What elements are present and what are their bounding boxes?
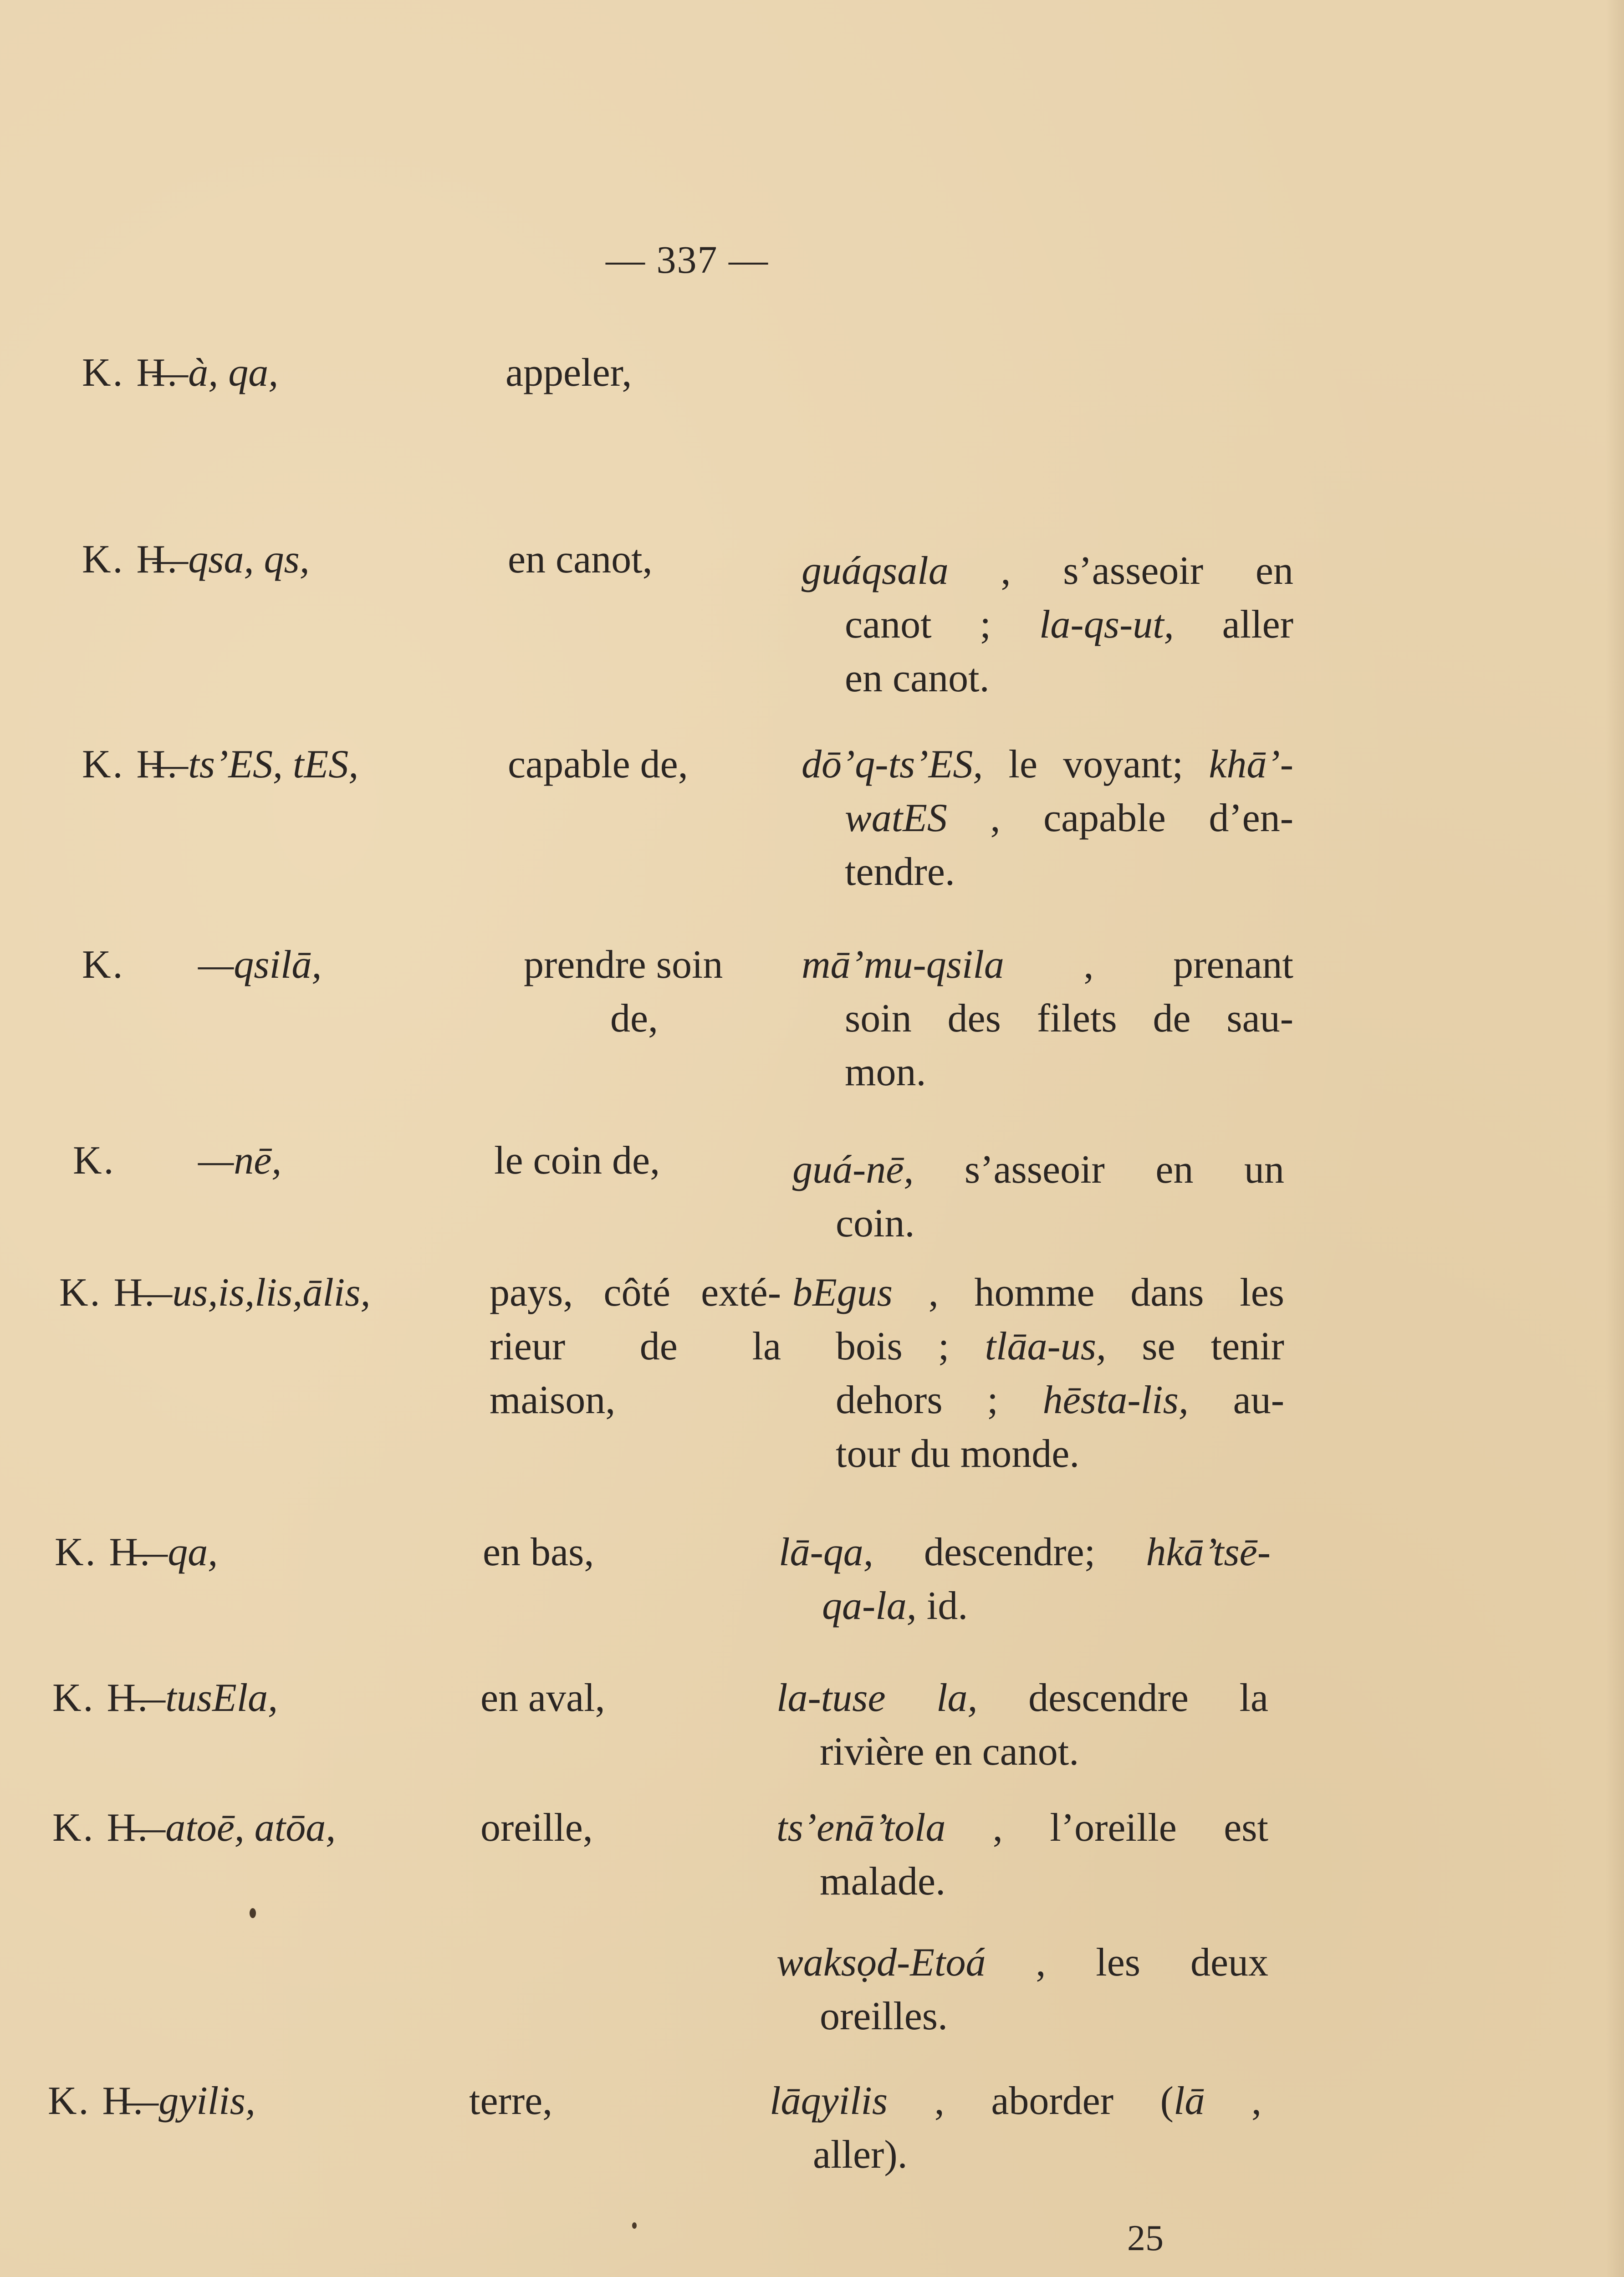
suffix-form: —nē, xyxy=(198,1138,282,1183)
french-gloss: aller xyxy=(1174,602,1294,647)
example xyxy=(770,2074,1261,2182)
example-line xyxy=(792,1266,1284,1320)
example-line xyxy=(776,1936,1268,1990)
page-number: — 337 — xyxy=(606,238,769,281)
french-gloss: bois ; xyxy=(836,1324,985,1368)
example-line xyxy=(776,1855,1268,1909)
meaning-line: en aval, xyxy=(480,1676,605,1720)
meaning-line: capable de, xyxy=(508,742,688,786)
meaning-line: maison, xyxy=(490,1378,616,1422)
french-gloss: le voyant; xyxy=(983,742,1209,786)
suffix-form: —qsilā, xyxy=(198,943,322,987)
french-gloss: au- xyxy=(1188,1378,1284,1422)
example-line xyxy=(776,1725,1268,1779)
suffix-form: —tusEla, xyxy=(130,1676,278,1720)
native-term: hēsta-lis, xyxy=(1042,1378,1189,1422)
native-term: waksọd-Etoá xyxy=(776,1940,986,1985)
meaning xyxy=(490,1266,781,1427)
french-gloss: tendre. xyxy=(845,850,955,894)
example-line xyxy=(776,1801,1268,1855)
example-line xyxy=(770,2074,1261,2128)
native-term: lā-qa, xyxy=(779,1530,873,1574)
meaning xyxy=(469,2074,552,2128)
native-term: lāqyilis xyxy=(770,2079,888,2123)
french-gloss: descendre; xyxy=(873,1530,1146,1574)
native-term: la-qs-ut, xyxy=(1039,602,1174,647)
suffix-form: —atoē, atōa, xyxy=(130,1806,336,1850)
dialect-label: K. H. xyxy=(59,1271,157,1315)
example xyxy=(792,1266,1284,1481)
native-term: dō’q-ts’ES, xyxy=(802,742,983,786)
french-gloss: en canot. xyxy=(845,656,990,700)
example-line xyxy=(792,1427,1284,1481)
french-gloss: , capable d’en- xyxy=(947,796,1293,840)
suffix-form: —us,is,lis,ālis, xyxy=(137,1271,371,1315)
french-gloss: coin. xyxy=(836,1201,915,1246)
french-gloss: , s’asseoir en xyxy=(948,549,1293,593)
native-term: guáqsala xyxy=(802,549,949,593)
meaning-line: terre, xyxy=(469,2079,553,2123)
french-gloss: soin des filets de sau- xyxy=(845,996,1293,1041)
signature-mark: 25 xyxy=(1127,2218,1164,2258)
french-gloss: tour du monde. xyxy=(836,1432,1080,1476)
dialect-label: K. H. xyxy=(82,351,179,395)
example xyxy=(776,1936,1268,2043)
example xyxy=(802,544,1293,705)
meaning xyxy=(480,1801,593,1855)
french-gloss: dehors ; xyxy=(836,1378,1043,1422)
example-line xyxy=(792,1143,1284,1197)
native-term: watES xyxy=(845,796,947,840)
meaning-line: en bas, xyxy=(483,1530,594,1574)
example xyxy=(776,1671,1268,1779)
example xyxy=(792,1143,1284,1251)
example-line xyxy=(792,1320,1284,1373)
suffix-form: —à, qa, xyxy=(153,351,279,395)
french-gloss: s’asseoir en un xyxy=(914,1148,1284,1192)
example xyxy=(802,738,1293,899)
paper-blemish xyxy=(250,1908,256,1918)
example-line xyxy=(802,1046,1293,1099)
example xyxy=(776,1801,1268,1909)
meaning xyxy=(483,1526,594,1579)
dialect-label: K. H. xyxy=(82,537,179,582)
native-term: qa-la, xyxy=(822,1584,917,1628)
meaning xyxy=(508,533,653,587)
french-gloss: , homme dans les xyxy=(893,1271,1284,1315)
dialect-label: K. H. xyxy=(48,2079,145,2123)
example-line xyxy=(802,598,1293,652)
example-line xyxy=(802,938,1293,992)
native-term: la-tuse la, xyxy=(776,1676,978,1720)
french-gloss: malade. xyxy=(820,1859,946,1904)
example-line xyxy=(779,1579,1271,1633)
page-edge-shadow-right xyxy=(1606,0,1624,2277)
native-term: ts’enā’tola xyxy=(776,1806,946,1850)
meaning-line: en canot, xyxy=(508,537,653,582)
example xyxy=(802,938,1293,1099)
example-line xyxy=(776,1671,1268,1725)
french-gloss: , l’oreille est xyxy=(945,1806,1268,1850)
native-term: mā’mu-qsila xyxy=(802,943,1004,987)
native-term: tlāa-us, xyxy=(985,1324,1107,1368)
french-gloss: id. xyxy=(916,1584,968,1628)
meaning xyxy=(480,1671,605,1725)
french-gloss: descendre la xyxy=(977,1676,1268,1720)
meaning-line: rieur de la xyxy=(490,1324,781,1368)
dialect-label: K. H. xyxy=(55,1530,152,1574)
meaning-line: oreille, xyxy=(480,1806,593,1850)
meaning xyxy=(506,346,632,400)
meaning-line: prendre soin xyxy=(524,943,723,987)
dialect-label: K. H. xyxy=(52,1676,150,1720)
example-line xyxy=(770,2128,1261,2182)
french-gloss: , les deux xyxy=(986,1940,1268,1985)
example-line xyxy=(776,1990,1268,2043)
dialect-label: K. H. xyxy=(82,742,179,786)
native-term: khā’- xyxy=(1209,742,1293,786)
example xyxy=(779,1526,1271,1633)
suffix-form: —gyilis, xyxy=(123,2079,255,2123)
french-gloss: aller). xyxy=(813,2133,908,2177)
example-line xyxy=(802,544,1293,598)
meaning-line: de, xyxy=(610,996,659,1041)
french-gloss: , xyxy=(1205,2079,1262,2123)
example-line xyxy=(802,791,1293,845)
french-gloss: mon. xyxy=(845,1050,926,1094)
meaning xyxy=(508,738,688,791)
example-line xyxy=(792,1197,1284,1251)
meaning-line: pays, côté exté- xyxy=(490,1271,781,1315)
french-gloss: se tenir xyxy=(1106,1324,1284,1368)
suffix-form: —qsa, qs, xyxy=(153,537,310,582)
meaning-line: appeler, xyxy=(506,351,632,395)
native-term: lā xyxy=(1173,2079,1205,2123)
native-term: hkā’tsē- xyxy=(1146,1530,1271,1574)
meaning xyxy=(524,938,723,1046)
french-gloss: oreilles. xyxy=(820,1994,948,2038)
meaning xyxy=(494,1134,660,1188)
native-term: guá-nē, xyxy=(792,1148,914,1192)
example-line xyxy=(802,738,1293,791)
french-gloss: rivière en canot. xyxy=(820,1730,1079,1774)
example-line xyxy=(802,992,1293,1046)
french-gloss: , aborder ( xyxy=(888,2079,1174,2123)
dialect-label: K. H. xyxy=(52,1806,150,1850)
example-line xyxy=(779,1526,1271,1579)
example-line xyxy=(802,652,1293,705)
dialect-label: K. xyxy=(82,943,125,987)
french-gloss: canot ; xyxy=(845,602,1039,647)
paper-blemish xyxy=(632,2222,637,2229)
native-term: bEgus xyxy=(792,1271,893,1315)
example-line xyxy=(802,845,1293,899)
dialect-label: K. xyxy=(73,1138,116,1183)
french-gloss: , prenant xyxy=(1004,943,1293,987)
example-line xyxy=(792,1373,1284,1427)
suffix-form: —qa, xyxy=(132,1530,218,1574)
suffix-form: —ts’ES, tES, xyxy=(153,742,359,786)
meaning-line: le coin de, xyxy=(494,1138,660,1183)
